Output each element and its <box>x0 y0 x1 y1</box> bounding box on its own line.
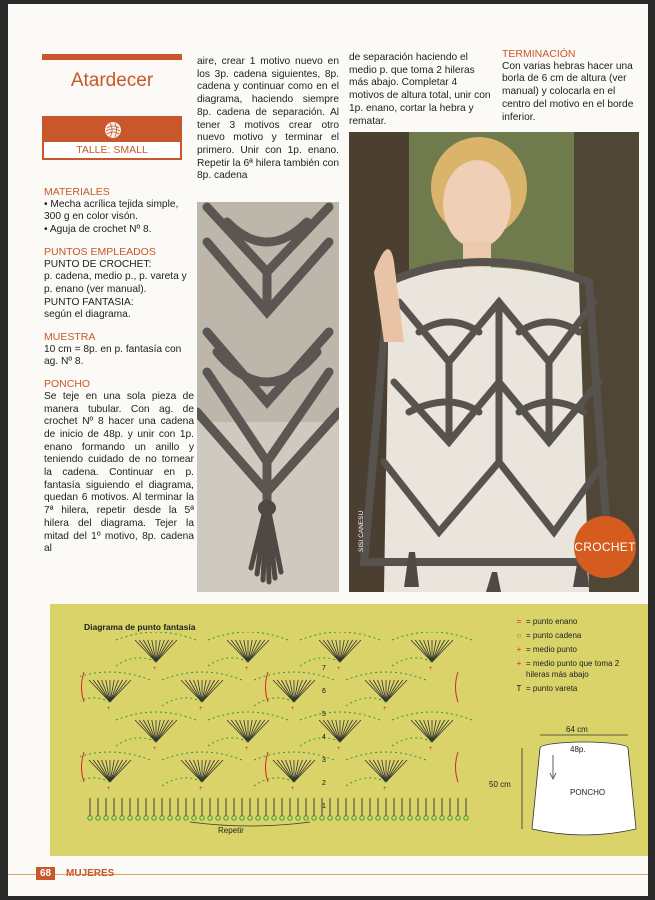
fan-stitch <box>386 760 403 782</box>
fan-stitch <box>202 680 219 702</box>
diagram-title: Diagrama de punto fantasía <box>84 622 196 632</box>
chain-stitch <box>456 816 460 820</box>
chain-arc <box>392 658 432 666</box>
fan-stitch <box>139 640 156 662</box>
chain-arc <box>300 632 380 640</box>
chain-stitch <box>88 816 92 820</box>
fan-stitch <box>248 640 256 662</box>
fantasy-stitch-title: PUNTO FANTASIA: <box>44 296 134 308</box>
instructions-column-4 <box>502 48 644 124</box>
chain-stitch <box>216 816 220 820</box>
chain-arc <box>346 752 426 760</box>
row-number: 2 <box>322 780 326 787</box>
chain-stitch <box>176 816 180 820</box>
chain-arc <box>80 698 110 706</box>
title-rule <box>42 54 182 60</box>
fan-stitch <box>185 680 202 702</box>
chain-arc <box>162 752 242 760</box>
fan-stitch <box>323 640 340 662</box>
chain-arc <box>346 778 386 786</box>
crochet-stitch-title: PUNTO DE CROCHET: <box>44 258 152 270</box>
fan-stitch <box>156 720 173 742</box>
materials-heading: MATERIALES <box>44 186 110 198</box>
fan-stitch <box>202 760 210 782</box>
chain-arc <box>162 698 202 706</box>
single-crochet-mark: + <box>245 746 249 752</box>
chain-stitch <box>272 816 276 820</box>
chain-stitch <box>352 816 356 820</box>
fan-stitch <box>378 760 386 782</box>
instructions-column-2: aire, crear 1 motivo nuevo en los 3p. cadena siguientes, 8p. cadena y continuar como en el diagrama, haciendo siempre 8p. cadena de separación. Al tener 3 motivos crear otro nuevo motivo y terminar el primero. Unir con 1p. enano. Repetir la 6ª hilera también con 8p. cadena <box>197 56 339 182</box>
photo-credit: SISI CANESU <box>358 510 365 552</box>
single-crochet-mark: + <box>383 706 387 712</box>
chain-stitch <box>200 816 204 820</box>
repeat-label: Repetir <box>218 826 244 835</box>
chain-arc <box>116 658 156 666</box>
chain-stitch <box>400 816 404 820</box>
fan-stitch <box>110 680 127 702</box>
chain-stitch <box>224 816 228 820</box>
row-number: 7 <box>322 665 326 672</box>
chain-stitch <box>168 816 172 820</box>
legend-label: = punto vareta <box>526 684 578 693</box>
chain-stitch <box>440 816 444 820</box>
crochet-stitch-text: p. cadena, medio p., p. vareta y p. enano (ver manual). <box>44 271 187 295</box>
fan-stitch <box>185 760 202 782</box>
fan-stitch <box>139 720 156 742</box>
repeat-bracket <box>456 672 459 702</box>
instructions-column-1 <box>44 186 194 556</box>
chain-arc <box>116 712 196 720</box>
single-crochet-mark: + <box>383 786 387 792</box>
schematic-label: PONCHO <box>570 788 606 797</box>
legend-label: = medio punto que toma 2 hileras más abajo <box>526 659 620 679</box>
fan-stitch <box>277 760 294 782</box>
fan-stitch <box>378 680 386 702</box>
fan-stitch <box>432 720 440 742</box>
legend-item <box>512 630 644 641</box>
row-number: 6 <box>322 688 326 695</box>
stitches-heading: PUNTOS EMPLEADOS <box>44 245 156 258</box>
chain-stitch <box>240 816 244 820</box>
chain-stitch <box>264 816 268 820</box>
fan-stitch <box>277 680 294 702</box>
repeat-bracket <box>266 752 269 782</box>
chain-arc <box>116 632 196 640</box>
fan-stitch <box>93 760 110 782</box>
chain-stitch <box>304 816 308 820</box>
yarn-ball-icon <box>104 121 122 139</box>
chain-stitch <box>296 816 300 820</box>
fan-stitch <box>110 760 118 782</box>
fan-stitch <box>424 720 432 742</box>
chain-stitch <box>376 816 380 820</box>
row-number: 5 <box>322 711 326 718</box>
spike-stitch-icon: + <box>516 659 522 668</box>
fan-stitch <box>240 640 248 662</box>
chain-arc <box>300 712 380 720</box>
chain-stitch <box>360 816 364 820</box>
single-crochet-mark: + <box>153 746 157 752</box>
chain-stitch <box>112 816 116 820</box>
chain-stitch <box>392 816 396 820</box>
chain-stitch <box>448 816 452 820</box>
legend-item <box>512 658 644 680</box>
single-crochet-icon: + <box>516 645 522 654</box>
fan-stitch <box>386 760 394 782</box>
fan-stitch <box>110 760 127 782</box>
single-crochet-mark: + <box>199 706 203 712</box>
chain-stitch-icon: ○ <box>516 631 522 640</box>
single-crochet-mark: + <box>199 786 203 792</box>
legend-label: = medio punto <box>526 645 577 654</box>
chain-stitch <box>96 816 100 820</box>
chain-stitch <box>336 816 340 820</box>
chain-stitch <box>128 816 132 820</box>
repeat-bracket <box>456 752 459 782</box>
sample-text: 10 cm = 8p. en p. fantasía con ag. Nº 8. <box>44 343 182 368</box>
chain-stitch <box>160 816 164 820</box>
row-number: 3 <box>322 757 326 764</box>
chain-stitch <box>280 816 284 820</box>
size-box <box>42 116 182 160</box>
chain-arc <box>300 658 340 666</box>
chain-stitch <box>312 816 316 820</box>
fan-stitch <box>202 760 219 782</box>
single-crochet-mark: + <box>429 666 433 672</box>
chain-arc <box>116 738 156 746</box>
chain-stitch <box>424 816 428 820</box>
repeat-bracket <box>82 752 85 782</box>
chain-arc <box>208 712 288 720</box>
fan-stitch <box>340 640 348 662</box>
chain-stitch <box>208 816 212 820</box>
instructions-column-3: de separación haciendo el medio p. que toma 2 hileras más abajo. Completar 4 motivos de altura total, unir con 1p. enano, cortar la hebra y rematar. <box>349 52 491 127</box>
fan-stitch <box>148 640 156 662</box>
fan-stitch <box>294 760 311 782</box>
page-number: 68 <box>36 867 55 880</box>
fan-stitch <box>148 720 156 742</box>
chain-stitch <box>104 816 108 820</box>
fan-stitch <box>93 680 110 702</box>
double-crochet-icon: T <box>516 684 522 693</box>
chain-arc <box>392 632 472 640</box>
row-number: 4 <box>322 734 326 741</box>
chain-stitch <box>344 816 348 820</box>
chain-stitch <box>120 816 124 820</box>
fan-stitch <box>294 680 311 702</box>
fan-stitch <box>340 640 357 662</box>
slip-stitch-icon: = <box>516 617 522 626</box>
chain-arc <box>300 738 340 746</box>
fan-stitch <box>332 720 340 742</box>
chain-arc <box>346 672 426 680</box>
chain-stitch <box>288 816 292 820</box>
crochet-chart <box>80 632 480 828</box>
chain-stitch <box>144 816 148 820</box>
schematic-inner-width: 48p. <box>570 745 586 754</box>
fan-stitch <box>294 760 302 782</box>
fan-stitch <box>332 640 340 662</box>
chain-stitch <box>432 816 436 820</box>
schematic-height: 50 cm <box>489 780 511 789</box>
fantasy-stitch-text: según el diagrama. <box>44 309 131 321</box>
chain-stitch <box>152 816 156 820</box>
chain-stitch <box>256 816 260 820</box>
magazine-page <box>8 4 648 896</box>
single-crochet-mark: + <box>337 666 341 672</box>
chain-arc <box>162 778 202 786</box>
crochet-badge: CROCHET <box>574 516 636 578</box>
legend-label: = punto enano <box>526 617 578 626</box>
fan-stitch <box>369 760 386 782</box>
fan-stitch <box>369 680 386 702</box>
chain-stitch <box>248 816 252 820</box>
fan-stitch <box>156 640 164 662</box>
legend-item <box>512 683 644 694</box>
fan-stitch <box>248 720 265 742</box>
fan-stitch <box>340 720 357 742</box>
fan-stitch <box>294 680 302 702</box>
crochet-detail-illustration <box>197 202 339 592</box>
magazine-name: MUJERES <box>66 868 115 879</box>
finishing-heading: TERMINACIÓN <box>502 48 576 60</box>
fan-stitch <box>415 720 432 742</box>
fan-stitch <box>240 720 248 742</box>
single-crochet-mark: + <box>429 746 433 752</box>
finishing-text: Con varias hebras hacer una borla de 6 cm de altura (ver manual) y colocarla en el centro del motivo en el borde inferior. <box>502 60 634 123</box>
fan-stitch <box>432 720 449 742</box>
single-crochet-mark: + <box>291 786 295 792</box>
repeat-bracket <box>266 672 269 702</box>
chain-stitch <box>368 816 372 820</box>
chain-arc <box>208 632 288 640</box>
poncho-text: Se teje en una sola pieza de manera tubular. Con ag. de crochet Nº 8 hacer una cadena de inicio de 48p. y unir con 1p. enano formando un anillo y teniendo cuidado de no tornear la cadena. Continuar en p. fantasía siguiendo el diagrama, quedan 6 motivos. Al terminar la 7ª hilera, repetir desde la 5ª hilera del diagrama. Tejer la mitad del 1º motivo, 8p. cadena al <box>44 390 194 555</box>
chain-stitch <box>192 816 196 820</box>
chain-arc <box>346 698 386 706</box>
chain-arc <box>392 738 432 746</box>
fan-stitch <box>231 640 248 662</box>
chain-arc <box>162 672 242 680</box>
chain-stitch <box>384 816 388 820</box>
single-crochet-mark: + <box>245 666 249 672</box>
chain-arc <box>80 752 150 760</box>
sample-heading: MUESTRA <box>44 331 96 344</box>
single-crochet-mark: + <box>107 706 111 712</box>
fan-stitch <box>386 680 403 702</box>
fan-stitch <box>415 640 432 662</box>
single-crochet-mark: + <box>153 666 157 672</box>
legend-item <box>512 616 644 627</box>
row-number: 1 <box>322 803 326 810</box>
chain-stitch <box>328 816 332 820</box>
legend-label: = punto cadena <box>526 631 582 640</box>
fan-stitch <box>156 720 164 742</box>
fan-stitch <box>156 640 173 662</box>
single-crochet-mark: + <box>337 746 341 752</box>
size-label: TALLE: SMALL <box>44 142 180 158</box>
materials-item: • Aguja de crochet Nº 8. <box>44 224 152 236</box>
chain-stitch <box>136 816 140 820</box>
single-crochet-mark: + <box>107 786 111 792</box>
fan-stitch <box>248 720 256 742</box>
single-crochet-mark: + <box>291 706 295 712</box>
materials-item: • Mecha acrílica tejida simple, 300 g en color visón. <box>44 198 179 223</box>
chain-stitch <box>320 816 324 820</box>
fan-stitch <box>248 640 265 662</box>
chain-stitch <box>416 816 420 820</box>
chain-arc <box>254 698 294 706</box>
fan-stitch <box>340 720 348 742</box>
fan-stitch <box>231 720 248 742</box>
fan-stitch <box>194 760 202 782</box>
chain-stitch <box>184 816 188 820</box>
chain-arc <box>254 778 294 786</box>
chain-arc <box>80 672 150 680</box>
chain-arc <box>208 658 248 666</box>
chain-arc <box>392 712 472 720</box>
chain-stitch <box>232 816 236 820</box>
fan-stitch <box>432 640 449 662</box>
repeat-bracket <box>82 672 85 702</box>
fan-stitch <box>386 680 394 702</box>
diagram-legend <box>512 616 644 697</box>
poncho-heading: PONCHO <box>44 378 91 391</box>
fan-stitch <box>102 760 110 782</box>
fan-stitch <box>102 680 110 702</box>
fan-stitch <box>194 680 202 702</box>
chain-arc <box>208 738 248 746</box>
legend-item <box>512 644 644 655</box>
detail-photo <box>197 202 339 592</box>
fan-stitch <box>424 640 432 662</box>
schematic-top-width: 64 cm <box>566 725 588 734</box>
fan-stitch <box>286 680 294 702</box>
page-title: Atardecer <box>70 70 154 91</box>
fan-stitch <box>110 680 118 702</box>
fan-stitch <box>286 760 294 782</box>
fan-stitch <box>432 640 440 662</box>
repeat-brace <box>190 822 310 826</box>
chain-arc <box>80 778 110 786</box>
fan-stitch <box>202 680 210 702</box>
chain-stitch <box>408 816 412 820</box>
chain-stitch <box>464 816 468 820</box>
